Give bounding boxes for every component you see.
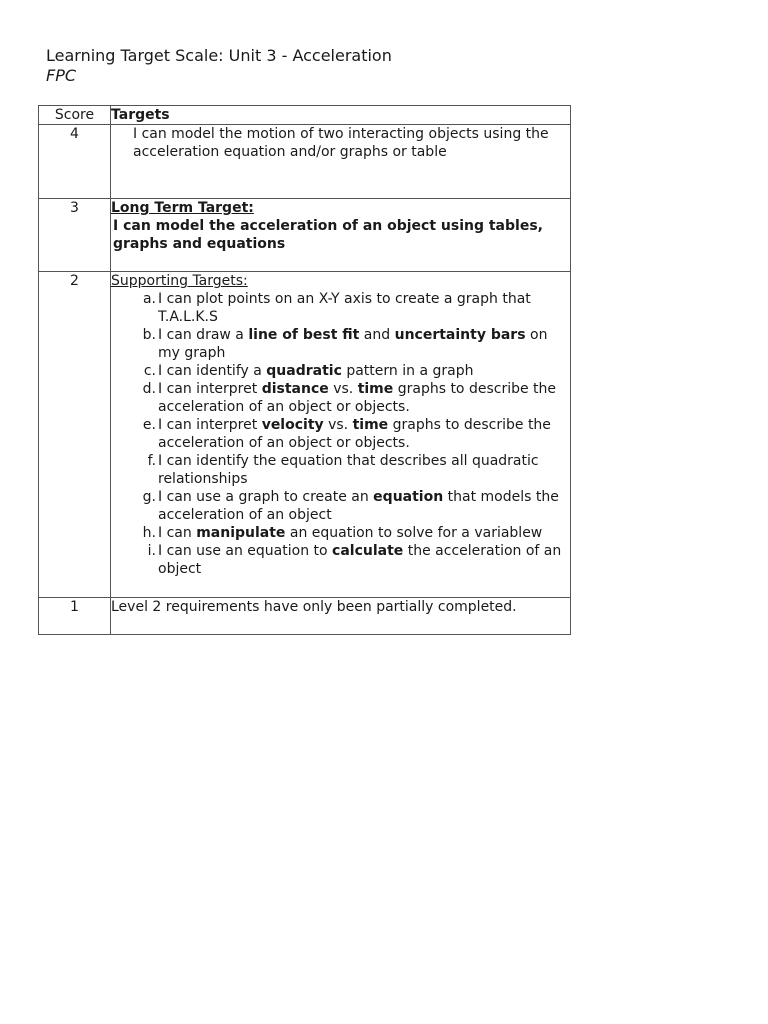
item-text <box>158 542 570 578</box>
item-text-run: vs. <box>323 417 353 433</box>
document-subtitle: FPC <box>46 66 77 85</box>
long-term-target-label: Long Term Target: <box>111 200 254 216</box>
item-text-run: the acceleration of an object <box>158 543 562 577</box>
item-text-emphasis: equation <box>373 489 444 505</box>
item-text <box>158 362 570 380</box>
item-text <box>158 290 570 326</box>
supporting-target-item <box>111 362 570 380</box>
item-text-emphasis: time <box>357 381 394 397</box>
table-row-level-2 <box>39 272 571 598</box>
supporting-targets-list <box>111 290 570 578</box>
score-cell-1: 1 <box>39 598 111 635</box>
supporting-targets-label: Supporting Targets: <box>111 273 248 289</box>
supporting-target-item <box>111 326 570 362</box>
item-text-emphasis: quadratic <box>266 363 342 379</box>
item-letter: e. <box>142 417 156 433</box>
targets-column-header: Targets <box>111 106 571 125</box>
item-text-emphasis: time <box>352 417 389 433</box>
item-text-run: graphs to describe the acceleration of an object or objects. <box>158 381 557 415</box>
item-text-emphasis: calculate <box>332 543 404 559</box>
table-header-row <box>39 106 571 125</box>
item-text-emphasis: uncertainty bars <box>394 327 526 343</box>
item-text-run: graphs to describe the acceleration of an object or objects. <box>158 417 551 451</box>
item-text-run: I can use an equation to <box>158 543 333 559</box>
item-letter: c. <box>143 363 156 379</box>
item-letter: d. <box>142 381 156 397</box>
score-column-header: Score <box>39 106 111 125</box>
item-text-run: vs. <box>328 381 358 397</box>
table-row-level-1 <box>39 598 571 635</box>
targets-cell-3 <box>111 199 571 272</box>
score-cell-4: 4 <box>39 125 111 199</box>
item-text-run: and <box>359 327 395 343</box>
item-letter: b. <box>142 327 156 343</box>
item-text-run: I can interpret <box>158 417 262 433</box>
item-letter: g. <box>142 489 156 505</box>
item-text-run: I can plot points on an X-Y axis to create a graph that T.A.L.K.S <box>158 291 531 325</box>
item-text <box>158 452 570 488</box>
item-text-run: I can interpret <box>158 381 262 397</box>
item-text-run: on my graph <box>158 327 548 361</box>
item-text <box>158 380 570 416</box>
supporting-target-item <box>111 488 570 524</box>
supporting-target-item <box>111 452 570 488</box>
item-letter: a. <box>142 291 156 307</box>
item-text-run: that models the acceleration of an object <box>158 489 559 523</box>
targets-cell-1: Level 2 requirements have only been partially completed. <box>111 598 571 635</box>
supporting-target-item <box>111 542 570 578</box>
item-text-emphasis: distance <box>261 381 329 397</box>
item-text-run: I can <box>158 525 197 541</box>
score-cell-2: 2 <box>39 272 111 598</box>
item-text-run: pattern in a graph <box>341 363 474 379</box>
item-text <box>158 326 570 362</box>
item-text-run: I can identify the equation that describes all quadratic relationships <box>158 453 539 487</box>
supporting-target-item <box>111 524 570 542</box>
item-letter: i. <box>147 543 156 559</box>
supporting-target-item <box>111 416 570 452</box>
table-row-level-3 <box>39 199 571 272</box>
item-letter: f. <box>147 453 156 469</box>
document-title: Learning Target Scale: Unit 3 - Acceleration <box>46 46 392 65</box>
supporting-target-item <box>111 290 570 326</box>
table-row-level-4 <box>39 125 571 199</box>
item-text-run: I can use a graph to create an <box>158 489 374 505</box>
item-text <box>158 488 570 524</box>
score-cell-3: 3 <box>39 199 111 272</box>
item-letter: h. <box>142 525 156 541</box>
item-text-run: I can identify a <box>158 363 267 379</box>
item-text <box>158 416 570 452</box>
targets-cell-2 <box>111 272 571 598</box>
item-text-run: an equation to solve for a variablew <box>285 525 543 541</box>
item-text-run: I can draw a <box>158 327 249 343</box>
targets-cell-4 <box>111 125 571 199</box>
item-text-emphasis: line of best fit <box>248 327 360 343</box>
item-text-emphasis: manipulate <box>196 525 286 541</box>
learning-target-table <box>38 105 571 635</box>
long-term-target-text: I can model the acceleration of an object using tables, graphs and equations <box>113 218 543 252</box>
level-4-target-text: I can model the motion of two interacting objects using the acceleration equation and/or graphs or table <box>133 126 549 160</box>
item-text <box>158 524 570 542</box>
item-text-emphasis: velocity <box>261 417 324 433</box>
supporting-target-item <box>111 380 570 416</box>
